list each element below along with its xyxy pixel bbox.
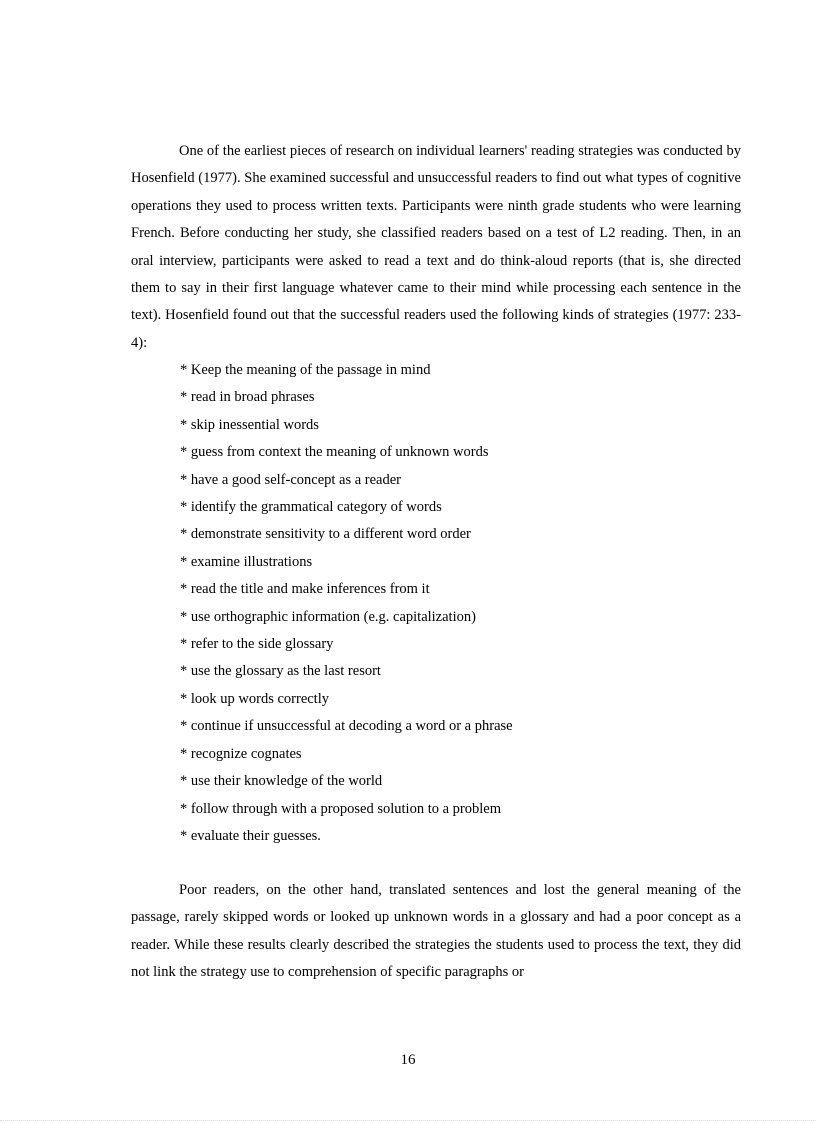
list-item: * guess from context the meaning of unknown words — [180, 444, 489, 461]
successful-strategies-list — [180, 357, 513, 850]
paragraph-poor-readers: Poor readers, on the other hand, translated sentences and lost the general meaning of the passage, rarely skipped words or looked up unknown words in a glossary and had a poor concept as a reader. While these results clearly described the strategies the students used to process the text, they did not link the strategy use to comprehension of specific paragraphs or — [131, 882, 741, 981]
list-item: * skip inessential words — [180, 416, 319, 433]
page-bottom-divider — [0, 1120, 816, 1121]
paragraph-intro: One of the earliest pieces of research on individual learners' reading strategies was conducted by Hosenfield (1977). She examined successful and unsuccessful readers to find out what types of cognitive operations they used to process written texts. Participants were ninth grade students who were learning French. Before conducting her study, she classified readers based on a test of L2 reading. Then, in an oral interview, participants were asked to read a text and do think-aloud reports (that is, she directed them to say in their first language whatever came to their mind while processing each sentence in the text). Hosenfield found out that the successful readers used the following kinds of strategies (1977: 233-4): — [131, 143, 741, 351]
list-item: * evaluate their guesses. — [180, 827, 321, 844]
list-item: * demonstrate sensitivity to a different word order — [180, 526, 471, 543]
list-item: * use the glossary as the last resort — [180, 663, 381, 680]
list-item: * continue if unsuccessful at decoding a word or a phrase — [180, 718, 513, 735]
list-item: * Keep the meaning of the passage in mind — [180, 362, 431, 378]
list-item: * refer to the side glossary — [180, 636, 334, 653]
list-item: * examine illustrations — [180, 553, 313, 570]
list-item: * use orthographic information (e.g. capitalization) — [180, 608, 476, 625]
list-item: * read the title and make inferences from it — [180, 581, 430, 598]
page-number: 16 — [400, 1052, 416, 1068]
list-item: * recognize cognates — [180, 745, 302, 762]
list-item: * look up words correctly — [180, 690, 329, 707]
list-item: * follow through with a proposed solution to a problem — [180, 800, 501, 817]
list-item: * have a good self-concept as a reader — [180, 471, 402, 488]
list-item: * identify the grammatical category of words — [180, 499, 442, 516]
list-item: * use their knowledge of the world — [180, 773, 383, 790]
list-item: * read in broad phrases — [180, 389, 315, 406]
